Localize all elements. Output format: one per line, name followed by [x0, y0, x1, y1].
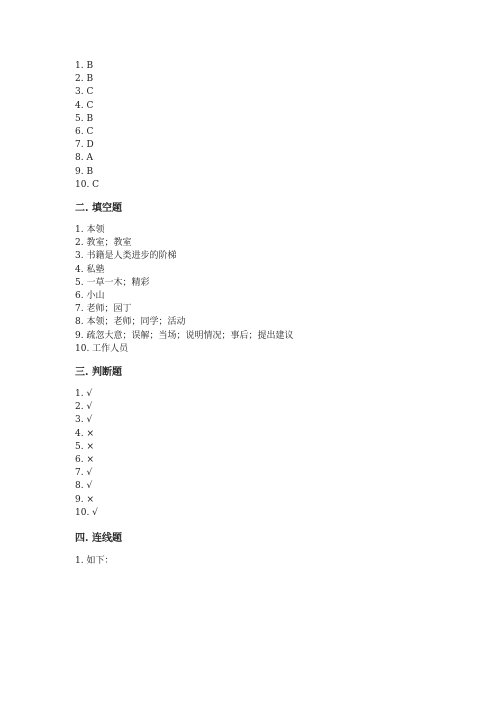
answer-item: 5. × — [75, 441, 94, 452]
answer-item: 6. 小山 — [75, 291, 105, 302]
answer-item: 6. × — [75, 455, 94, 466]
answer-item: 9. × — [75, 494, 94, 505]
answer-item: 10. √ — [75, 507, 98, 518]
answer-item: 7. √ — [75, 468, 93, 479]
answer-item: 7. D — [75, 140, 94, 151]
answer-item: 1. 如下： — [75, 556, 114, 567]
answer-item: 3. 书籍是人类进步的阶梯 — [75, 251, 177, 262]
answer-item: 1. B — [75, 61, 94, 71]
answer-item: 8. 本领；老师；同学；活动 — [75, 317, 186, 328]
answer-document — [75, 60, 455, 568]
answer-item: 8. √ — [75, 481, 93, 492]
answer-item: 4. C — [75, 100, 94, 111]
answer-item: 6. C — [75, 127, 94, 138]
answer-item: 10. C — [75, 179, 100, 190]
answer-item: 9. B — [75, 166, 94, 177]
section-heading-fill-blank: 二. 填空题 — [75, 203, 122, 215]
answer-item: 3. √ — [75, 415, 93, 426]
answer-item: 4. × — [75, 428, 94, 439]
answer-item: 7. 老师；园丁 — [75, 304, 132, 315]
multiple-choice-answers — [75, 60, 455, 192]
fill-blank-answers — [75, 224, 455, 356]
answer-item: 2. √ — [75, 402, 93, 413]
true-false-answers — [75, 388, 455, 520]
answer-item: 3. C — [75, 87, 94, 98]
answer-item: 4. 私塾 — [75, 264, 105, 275]
answer-item: 5. B — [75, 113, 94, 124]
answer-item: 10. 工作人员 — [75, 343, 129, 354]
matching-answers — [75, 555, 455, 568]
answer-item: 5. 一草一木；精彩 — [75, 277, 150, 288]
section-heading-matching: 四. 连线题 — [75, 533, 122, 545]
answer-item: 2. 教室；教室 — [75, 238, 132, 249]
answer-item: 1. √ — [75, 389, 93, 400]
answer-item: 9. 疏忽大意；误解；当场；说明情况；事后；提出建议 — [75, 330, 294, 341]
answer-item: 8. A — [75, 153, 93, 164]
answer-item: 2. B — [75, 74, 94, 85]
section-heading-true-false: 三. 判断题 — [75, 367, 122, 379]
answer-item: 1. 本领 — [75, 225, 105, 236]
